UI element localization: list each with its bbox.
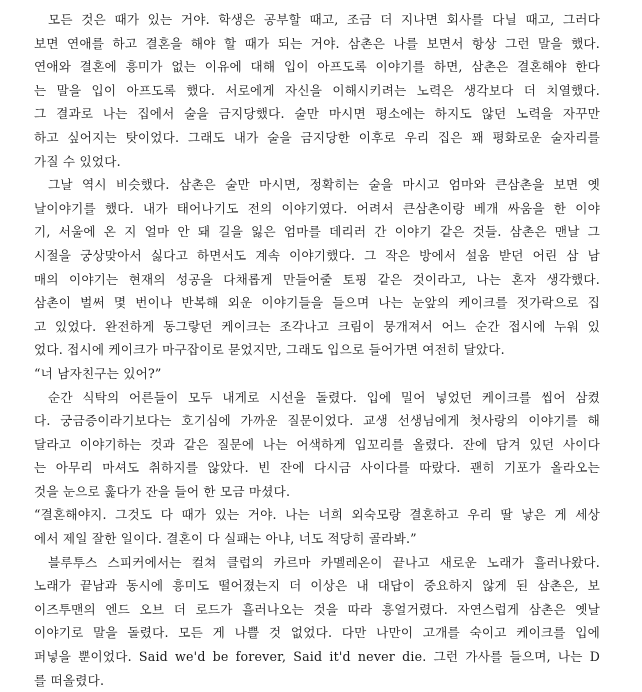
text-line: 이야기로 말을 돌렸다. 모든 게 나쁠 것 없었다. 다만 나만이 고개를 숙이고 케이크를 입에 xyxy=(34,625,600,641)
text-line: “결혼해야지. 그것도 다 때가 있는 거야. 나는 너희 외숙모랑 결혼하고 우리 딸 낳은 게 세상 xyxy=(34,507,600,523)
text-line: 날이야기를 했다. 내가 태어나기도 전의 이야기였다. 어려서 큰삼촌이랑 베개 싸움을 한 이야 xyxy=(34,200,600,216)
text-line: 가질 수 있었다. xyxy=(34,153,121,169)
text-line: 고 있었다. 완전하게 동그랗던 케이크는 조각나고 크림이 뭉개져서 어느 순간 접시에 누워 있 xyxy=(34,318,600,334)
text-line: 다. 궁금증이라기보다는 호기심에 가까운 질문이었다. 교생 선생님에게 첫사랑의 이야기를 해 xyxy=(34,413,600,429)
text-line: 블루투스 스피커에서는 컬쳐 클럽의 카르마 카멜레온이 끝나고 새로운 노래가 흘러나왔다. xyxy=(48,554,600,570)
text-line: 보면 연애를 하고 결혼을 해야 할 때가 되는 거야. 삼촌은 나를 보면서 항상 그런 말을 했다. xyxy=(34,35,600,51)
text-line: 달라고 이야기하는 것과 같은 질문에 나는 어색하게 입꼬리를 올렸다. 잔에 담겨 있던 사이다 xyxy=(34,436,600,452)
text-line: 모든 것은 때가 있는 거야. 학생은 공부할 때고, 조금 더 지나면 회사를 다닐 때고, 그러다 xyxy=(48,12,600,27)
document-page xyxy=(34,8,600,692)
text-line: 순간 식탁의 어른들이 모두 내게로 시선을 돌렸다. 입에 밀어 넣었던 케이크를 씹어 삼켰 xyxy=(48,389,600,405)
text-line: 하고 싶어지는 탓이었다. 그래도 내가 술을 금지당한 이후로 우리 집은 꽤 평화로운 술자리를 xyxy=(34,129,600,145)
text-line: 연애와 결혼에 흥미가 없는 이유에 대해 입이 아프도록 이야기를 하면, 삼촌은 결혼해야 한다 xyxy=(34,59,600,75)
text-line: 시절을 궁상맞아서 싫다고 하면서도 계속 이야기했다. 그 작은 방에서 설움 받던 어린 삼 남 xyxy=(34,247,600,263)
text-line: 는 말을 입이 아프도록 했다. 서로에게 자신을 이해시키려는 노력은 생각보다 더 치열했다. xyxy=(34,82,600,98)
text-line: 퍼넣을 뿐이었다. Said we'd be forever, Said it'd never die. 그런 가사를 들으며, 나는 D xyxy=(34,649,600,665)
text-line: 그날 역시 비슷했다. 삼촌은 술만 마시면, 정확히는 술을 마시고 엄마와 큰삼촌을 보면 옛 xyxy=(48,177,600,193)
text-line: 삼촌이 벌써 몇 번이나 반복해 외운 이야기들을 들으며 나는 눈앞의 케이크를 젓가락으로 집 xyxy=(34,295,600,311)
text-line: 는 아무리 마셔도 취하지를 않았다. 빈 잔에 다시금 사이다를 따랐다. 괜히 기포가 올라오는 xyxy=(34,460,600,476)
text-line: 그 결과로 나는 집에서 술을 금지당했다. 술만 마시면 평소에는 하지도 않던 노력을 자꾸만 xyxy=(34,106,600,122)
text-line: 매의 이야기는 현재의 성공을 다채롭게 만들어줄 토핑 같은 것이라고, 나는 혼자 생각했다. xyxy=(34,271,600,287)
text-line: 에서 제일 잘한 일이다. 결혼이 다 실패는 아냐, 너도 적당히 골라봐.” xyxy=(34,531,417,547)
text-line: 이즈투맨의 엔드 오브 더 로드가 흘러나오는 것을 따라 흥얼거렸다. 자연스럽게 삼촌은 옛날 xyxy=(34,601,600,617)
text-line: 기, 서울에 온 지 얼마 안 돼 길을 잃은 엄마를 데리러 간 이야기 같은 것들. 삼촌은 맨날 그 xyxy=(34,224,600,240)
text-line: 것을 눈으로 훑다가 잔을 들어 한 모금 마셨다. xyxy=(34,483,291,499)
text-line: 를 떠올렸다. xyxy=(34,672,105,688)
text-line: 었다. 접시에 케이크가 마구잡이로 묻었지만, 그래도 입으로 들어가면 여전히 달았다. xyxy=(34,342,505,358)
text-line: 노래가 끝남과 동시에 흥미도 떨어졌는지 더 이상은 내 대답이 중요하지 않게 된 삼촌은, 보 xyxy=(34,578,600,594)
text-line: “너 남자친구는 있어?” xyxy=(34,365,162,381)
